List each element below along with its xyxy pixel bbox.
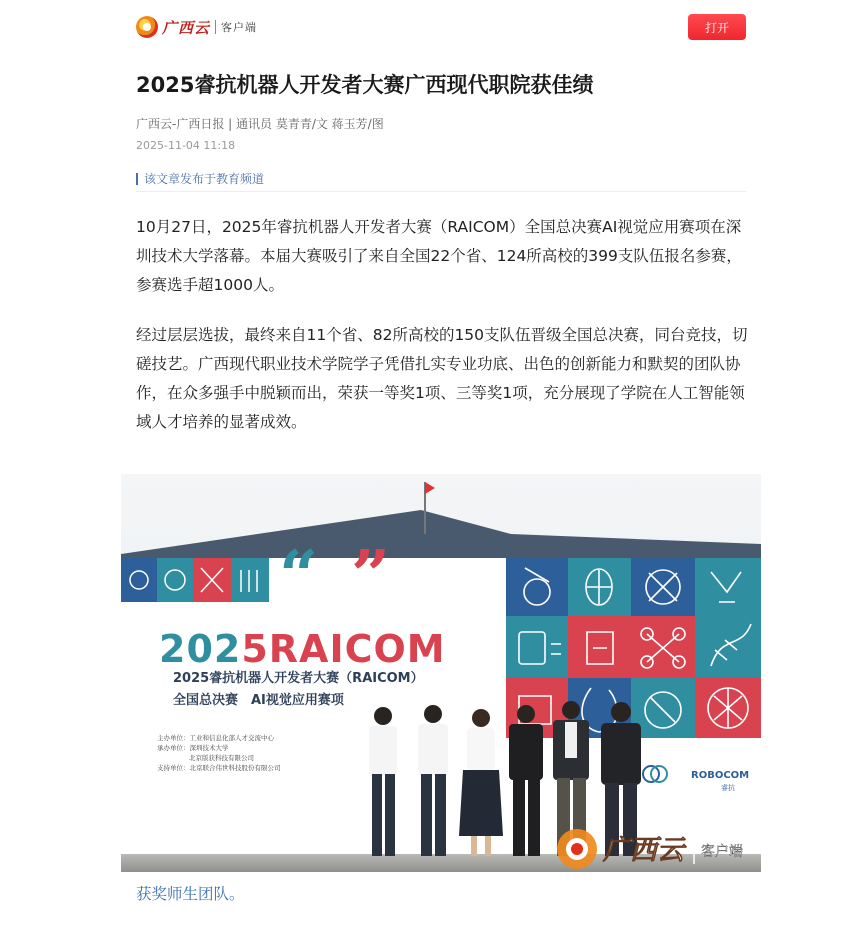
open-app-button[interactable]: 打开 [688, 14, 746, 40]
photo-banner-title: 2025睿抗机器人开发者大赛（RAICOM） [173, 671, 424, 686]
channel-label: 该文章发布于教育频道 [144, 172, 265, 186]
organizer-line: 承办单位：深圳技术大学 [157, 744, 229, 752]
team-photo-illustration [121, 474, 761, 872]
channel-link[interactable] [136, 170, 264, 187]
photo-caption: 获奖师生团队。 [136, 885, 245, 903]
article-source: 广西云-广西日报 | 通讯员 莫青青/文 蒋玉芳/图 [136, 117, 384, 131]
article-photo[interactable] [121, 474, 761, 872]
article-date: 2025-11-04 11:18 [136, 139, 236, 152]
paragraph-1: 10月27日，2025年睿抗机器人开发者大赛（RAICOM）全国总决赛AI视觉应用赛项在深圳技术大学落幕。本届大赛吸引了来自全国22个省、124所高校的399支队伍报名参赛，参赛选手超1000人。 [136, 218, 742, 294]
photo-banner-subtitle: 全国总决赛 AI视觉应用赛项 [173, 693, 344, 708]
logo-name: 广西云 [162, 18, 211, 37]
right-tile-grid [506, 558, 761, 738]
watermark-sub: 客户端 [701, 844, 743, 860]
article-title: 2025睿抗机器人开发者大赛广西现代职院获佳绩 [136, 73, 594, 97]
paragraph-2: 经过层层选拔，最终来自11个省、82所高校的150支队伍晋级全国总决赛，同台竞技，切磋技艺。广西现代职业技术学院学子凭借扎实专业功底、出色的创新能力和默契的团队协作，在众多强手中脱颖而出，荣获一等奖1项、三等奖1项，充分展现了学院在人工智能领域人才培养的显著成效。 [136, 326, 748, 431]
app-logo[interactable] [136, 14, 257, 40]
app-header [136, 12, 746, 42]
sponsor-2-label: 睿抗 [721, 784, 735, 792]
guangxiyun-logo-icon [136, 16, 158, 38]
svg-text:”: ” [351, 536, 391, 616]
photo-logo-text: 2025RAICOM [159, 627, 446, 671]
organizer-line: 北京版获科技有限公司 [189, 754, 254, 762]
logo-subtitle: 客户端 [221, 21, 258, 34]
watermark-name: 广西云 [603, 835, 684, 866]
header-divider [136, 191, 746, 192]
organizer-line: 主办单位：工业和信息化部人才交流中心 [157, 734, 274, 742]
logo-divider [215, 20, 216, 34]
organizer-line: 支持单位：北京联合伟世科技股份有限公司 [157, 764, 281, 772]
svg-text:“: “ [279, 536, 319, 616]
channel-marker [136, 173, 138, 185]
svg-text:ROBOCOM: ROBOCOM [691, 770, 750, 781]
